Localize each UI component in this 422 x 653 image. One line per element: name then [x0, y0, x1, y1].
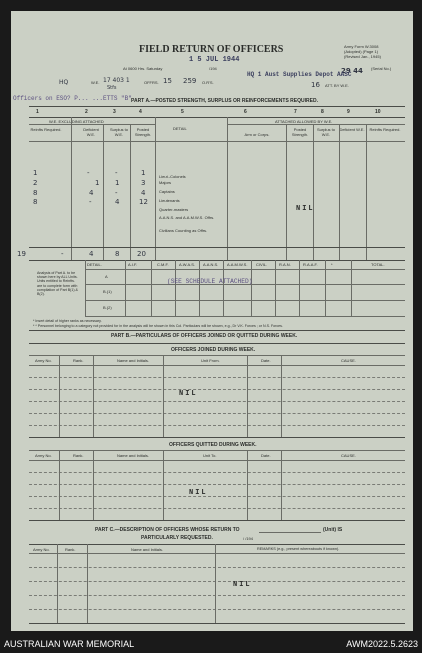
row4-c3: 4: [115, 198, 120, 206]
quitted-title: OFFICERS QUITTED DURING WEEK.: [169, 442, 257, 448]
joined-col-cause: CAUSE.: [341, 358, 356, 363]
analysis-note: Analysis of Part A. to be shown here by ALL Units. Units entitled to Reinfts. are to complete form with compilation of Part B(1) & B(2).: [37, 271, 78, 297]
quitted-col-name: Name and Initials.: [117, 453, 150, 458]
analysis-col-star: *: [331, 262, 333, 267]
rule: [175, 260, 176, 316]
quitted-col-cause: CAUSE.: [341, 453, 356, 458]
col-number-6: 6: [244, 109, 247, 115]
rule: [29, 355, 405, 356]
part-c-requested: PARTICULARLY REQUESTED.: [141, 535, 213, 541]
rule: [227, 117, 228, 261]
joined-nil: NIL: [179, 390, 198, 398]
we-handwritten: 17 403 1: [103, 77, 130, 84]
rule: [29, 413, 405, 414]
analysis-col-awas: A.W.A.S.: [179, 262, 196, 267]
rule: [223, 260, 224, 316]
analysis-col-aif: A.I.F.: [128, 262, 138, 267]
joined-col-army-no: Army No.: [35, 358, 52, 363]
quitted-col-army-no: Army No.: [35, 453, 52, 458]
rule: [215, 544, 216, 623]
rule: [29, 330, 405, 331]
rule: [29, 544, 405, 545]
rule: [29, 141, 405, 142]
row2-c3: 1: [115, 179, 120, 187]
row2-c2: 1: [95, 179, 100, 187]
rule: [85, 316, 405, 317]
serial-handwritten: 29 44: [341, 67, 363, 75]
rule: [59, 355, 60, 437]
part-c-col-name: Name and Initials.: [131, 547, 164, 552]
part-c-col-rank: Rank.: [65, 547, 76, 552]
total-c3: 4: [89, 250, 94, 258]
analysis-row-b1: B.(1): [103, 289, 112, 294]
rule: [247, 450, 248, 520]
rule: [29, 377, 405, 378]
rule: [29, 595, 405, 596]
year-suffix: /194: [209, 66, 217, 71]
rule: [29, 343, 405, 344]
rule: [199, 260, 200, 316]
rule: [29, 425, 405, 426]
part-c-unit-is: (Unit) IS: [323, 527, 343, 533]
rule: [29, 623, 405, 624]
quitted-nil: NIL: [189, 489, 208, 497]
see-schedule-stamp: (SEE SCHEDULE ATTACHED): [167, 278, 253, 285]
part-c-nil: NIL: [233, 581, 252, 589]
offrs-handwritten: 15: [163, 77, 172, 85]
col10-heading: Reinfts Required.: [369, 127, 401, 132]
rule: [163, 355, 164, 437]
hq-handwritten: HQ: [59, 79, 69, 86]
joined-col-date: Date.: [261, 358, 271, 363]
rank-captains: Captains: [159, 189, 175, 194]
col2-heading: Deficient W.E.: [83, 127, 99, 137]
rule: [29, 247, 405, 248]
col-number-10: 10: [375, 109, 381, 115]
part-a-attached-nil: NIL: [296, 205, 315, 213]
rule: [29, 508, 405, 509]
rank-lt-col: Lieut.-Colonels: [159, 174, 186, 179]
rule: [29, 437, 405, 438]
part-a-title: PART A.—POSTED STRENGTH, SURPLUS OR REINFORCEMENTS REQUIRED.: [131, 98, 318, 104]
revised-note: (Revised Jan., 1945): [344, 54, 381, 59]
rule: [151, 260, 152, 316]
row2-c4: 3: [141, 179, 146, 187]
rule: [29, 496, 405, 497]
footnote-2: * * Personnel belonging to a category not provided for in the analysis will be shown in this Col. Particulars will be shown, e.g., Dr V.K. Forces ; or N.S. Forces.: [33, 324, 283, 328]
joined-col-rank: Rank.: [73, 358, 84, 363]
rule: [339, 124, 340, 261]
total-c1: 19: [17, 250, 26, 258]
joined-title: OFFICERS JOINED DURING WEEK.: [171, 347, 256, 353]
rule: [85, 300, 405, 301]
row4-c2: -: [89, 198, 92, 206]
analysis-col-raaf: R.A.A.F.: [303, 262, 318, 267]
rule: [227, 124, 405, 125]
rule: [29, 117, 405, 118]
joined-col-unit: Unit From.: [201, 358, 220, 363]
form-sheet: [11, 11, 413, 631]
rule: [29, 450, 405, 451]
rule: [93, 355, 94, 437]
rank-majors: Majors: [159, 180, 172, 185]
rule: [351, 260, 352, 316]
col7-heading: Posted Strength.: [291, 127, 309, 137]
rule: [286, 124, 287, 261]
part-b-title: PART B.—PARTICULARS OF OFFICERS JOINED OR QUITTED DURING WEEK.: [111, 333, 298, 339]
part-c-col-remarks: REMARKS (e.g., present whereabouts if known).: [257, 547, 340, 551]
analysis-row-b2: B.(2): [103, 305, 112, 310]
rule: [85, 269, 405, 270]
we-handwritten-2: Stfs: [107, 85, 117, 91]
rule: [366, 124, 367, 261]
analysis-col-total: TOTAL.: [371, 262, 385, 267]
col3-heading: Surplus to W.E.: [109, 127, 128, 137]
att-label: ATT. BY W.E.: [325, 83, 349, 88]
unit-stamp: HQ 1 Aust Supplies Depot AASC: [247, 71, 352, 78]
we-excluding-heading: W.E. EXCLUDING ATTACHED: [49, 119, 104, 124]
col9-heading: Deficient W.E.: [339, 127, 365, 132]
analysis-col-detail: DETAIL.: [87, 262, 102, 267]
rule: [103, 124, 104, 261]
total-c2: -: [61, 250, 64, 258]
footer-institution: AUSTRALIAN WAR MEMORIAL: [4, 639, 135, 649]
analysis-col-ran: R.A.N.: [279, 262, 291, 267]
rule: [29, 460, 405, 461]
joined-col-name: Name and Initials.: [117, 358, 150, 363]
row4-c4: 12: [139, 198, 148, 206]
rule: [29, 389, 405, 390]
row1-c1: 1: [33, 169, 38, 177]
rule: [325, 260, 326, 316]
total-c4: 8: [115, 250, 120, 258]
ors-label: O.R'S.: [202, 80, 214, 85]
col6-heading: Arm or Corps.: [244, 132, 270, 137]
rank-qm: Quarter-masters: [159, 207, 189, 212]
part-c-title: PART C.—DESCRIPTION OF OFFICERS WHOSE RETURN TO: [95, 527, 240, 533]
rule: [281, 355, 282, 437]
rule: [71, 117, 72, 261]
col-number-7: 7: [294, 109, 297, 115]
rule: [275, 260, 276, 316]
col-number-2: 2: [85, 109, 88, 115]
rule: [29, 609, 405, 610]
col1-heading: Reinfts Required.: [30, 127, 62, 132]
rule: [251, 260, 252, 316]
rule: [29, 106, 405, 107]
part-c-date-blank: / /194: [243, 536, 254, 541]
col-number-5: 5: [181, 109, 184, 115]
total-c5: 20: [137, 250, 146, 258]
rule: [313, 124, 314, 261]
officers-on-line: Officers on ESO? P... ...ETTS "B": [13, 95, 132, 102]
rule: [299, 260, 300, 316]
date-stamp: 1 5 JUL 1944: [189, 56, 240, 64]
col-number-9: 9: [347, 109, 350, 115]
rank-lieutenants: Lieutenants: [159, 198, 180, 203]
rule: [29, 124, 155, 125]
ors-handwritten: 259: [183, 77, 197, 85]
at-line: At 0600 Hrs. Saturday: [123, 66, 163, 71]
analysis-col-cmf: C.M.F.: [157, 262, 169, 267]
rule: [281, 450, 282, 520]
form-title: FIELD RETURN OF OFFICERS: [139, 44, 284, 55]
rank-civilians: Civilians Counting as Offrs.: [159, 228, 208, 233]
rule: [29, 520, 405, 521]
rule: [259, 532, 321, 533]
quitted-col-date: Date.: [261, 453, 271, 458]
analysis-col-civil: CIVIL.: [256, 262, 268, 267]
rule: [247, 355, 248, 437]
analysis-row-a: A: [105, 274, 108, 279]
rule: [57, 544, 58, 623]
quitted-col-rank: Rank.: [73, 453, 84, 458]
offrs-label: OFFRS.: [144, 80, 159, 85]
part-c-col-army-no: Army No.: [33, 547, 50, 552]
rule: [59, 450, 60, 520]
rule: [29, 484, 405, 485]
rule: [155, 117, 156, 261]
rule: [29, 472, 405, 473]
adopted-note: (Adopted) (Page 1): [344, 49, 379, 54]
serial-no-label: (Serial No.): [371, 66, 392, 71]
col-number-8: 8: [321, 109, 324, 115]
col-number-4: 4: [139, 109, 142, 115]
row4-c1: 8: [33, 198, 38, 206]
rule: [29, 365, 405, 366]
attached-allowed-heading: ATTACHED ALLOWED BY W.E.: [275, 119, 333, 124]
rank-nursing: A.A.N.S. and A.A.M.W.S. Offrs.: [159, 215, 215, 220]
row1-c3: -: [115, 169, 118, 177]
row1-c4: 1: [141, 169, 146, 177]
col8-heading: Surplus to W.E.: [316, 127, 335, 137]
rule: [130, 124, 131, 261]
att-handwritten: 16: [311, 81, 320, 89]
rule: [93, 450, 94, 520]
row3-c4: 4: [141, 189, 146, 197]
rule: [163, 450, 164, 520]
analysis-col-aamws: A.A.M.W.S.: [227, 262, 248, 267]
row3-c3: -: [115, 189, 118, 197]
rule: [29, 553, 405, 554]
footer-accession-number: AWM2022.5.2623: [346, 639, 418, 649]
army-form-number: Army Form W.3008: [344, 44, 379, 49]
we-label: W.E.: [91, 80, 100, 85]
rule: [87, 544, 88, 623]
row2-c1: 2: [33, 179, 38, 187]
col-number-1: 1: [36, 109, 39, 115]
quitted-col-unit: Unit To.: [203, 453, 217, 458]
row3-c2: 4: [89, 189, 94, 197]
rule: [29, 581, 405, 582]
archive-footer: [0, 636, 422, 653]
col4-heading: Posted Strength.: [134, 127, 152, 137]
rule: [29, 567, 405, 568]
row1-c2: -: [87, 169, 90, 177]
rule: [29, 401, 405, 402]
footnote-1: * Insert detail of higher ranks as necessary.: [33, 319, 102, 323]
rule: [125, 260, 126, 316]
analysis-col-aans: A.A.N.S.: [203, 262, 219, 267]
detail-heading: DETAIL: [173, 126, 187, 131]
row3-c1: 8: [33, 189, 38, 197]
col-number-3: 3: [113, 109, 116, 115]
